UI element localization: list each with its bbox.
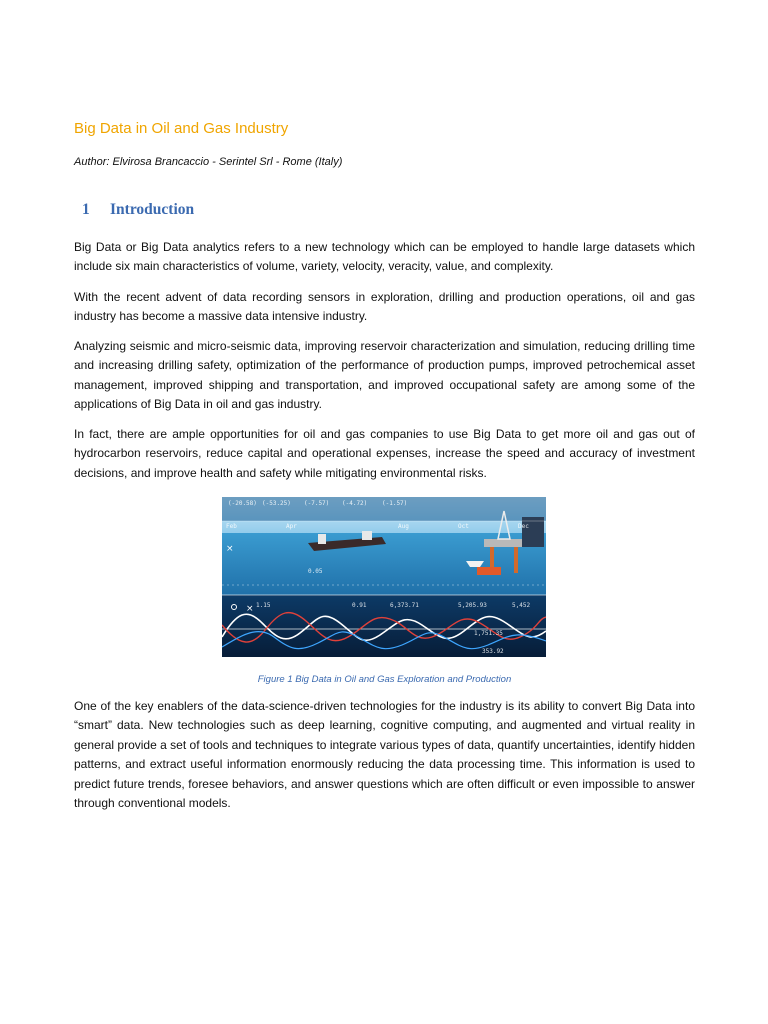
paragraph-5: One of the key enablers of the data-science-driven technologies for the industry is its ability to convert Big Data into “smart” data. New technologies such as deep learning, cognitive computing, and augmented and virtual reality in general provide a set of tools and techniques to integrate various types of data, quantify uncertainties, identify hidden patterns, and extract useful information enormously reducing the data processing time. This information is used to predict future trends, foresee behaviors, and answer questions which are often difficult or even impossible to answer through conventional models. bbox=[74, 699, 695, 811]
fig-label: (-53.25) bbox=[262, 500, 291, 507]
section-number: 1 bbox=[82, 201, 90, 218]
paragraph-1: Big Data or Big Data analytics refers to a new technology which can be employed to handle large datasets which include six main characteristics of volume, variety, velocity, veracity, value, and complexity. bbox=[74, 240, 695, 274]
paragraph-4: In fact, there are ample opportunities for oil and gas companies to use Big Data to get more oil and gas out of hydrocarbon reservoirs, reduce capital and operational expenses, increase the speed and accuracy of investment decisions, and improve health and safety while mitigating environmental risks. bbox=[74, 427, 695, 480]
fig-label: (-20.58) bbox=[228, 500, 257, 507]
section-title: Introduction bbox=[110, 201, 195, 218]
fig-label: Feb bbox=[226, 523, 237, 530]
fig-label: 5,205.93 bbox=[458, 602, 487, 609]
fig-label: (-7.57) bbox=[304, 500, 330, 507]
paragraph-3: Analyzing seismic and micro-seismic data, improving reservoir characterization and simulation, reducing drilling time and increasing drilling safety, optimization of the performance of production pumps, improved petrochemical asset management, improved shipping and transportation, and improved occupational safety are among some of the applications of Big Data in oil and gas industry. bbox=[74, 339, 695, 412]
oil-gas-data-illustration bbox=[222, 497, 546, 657]
cross-icon: × bbox=[246, 604, 254, 614]
cross-icon: × bbox=[226, 544, 234, 554]
fig-label: 5,452 bbox=[512, 602, 531, 609]
fig-label: 353.92 bbox=[482, 648, 504, 655]
fig-label: Apr bbox=[286, 523, 297, 530]
fig-label: Oct bbox=[458, 523, 469, 530]
fig-label: (-1.57) bbox=[382, 500, 408, 507]
fig-label: 0.91 bbox=[352, 602, 367, 609]
figure-image bbox=[222, 497, 546, 657]
fig-label: Aug bbox=[398, 523, 409, 530]
document-title: Big Data in Oil and Gas Industry bbox=[74, 120, 289, 137]
section-heading bbox=[82, 201, 194, 219]
fig-label: 0.05 bbox=[308, 568, 323, 575]
fig-label: (-4.72) bbox=[342, 500, 368, 507]
author-line: Author: Elvirosa Brancaccio - Serintel Srl - Rome (Italy) bbox=[74, 156, 343, 168]
figure-caption: Figure 1 Big Data in Oil and Gas Exploration and Production bbox=[257, 674, 512, 685]
fig-label: 1,751.35 bbox=[474, 630, 503, 637]
fig-label: Dec bbox=[518, 523, 529, 530]
fig-label: 1.15 bbox=[256, 602, 271, 609]
fig-label: 6,373.71 bbox=[390, 602, 419, 609]
paragraph-2: With the recent advent of data recording sensors in exploration, drilling and production operations, oil and gas industry has become a massive data intensive industry. bbox=[74, 290, 695, 324]
